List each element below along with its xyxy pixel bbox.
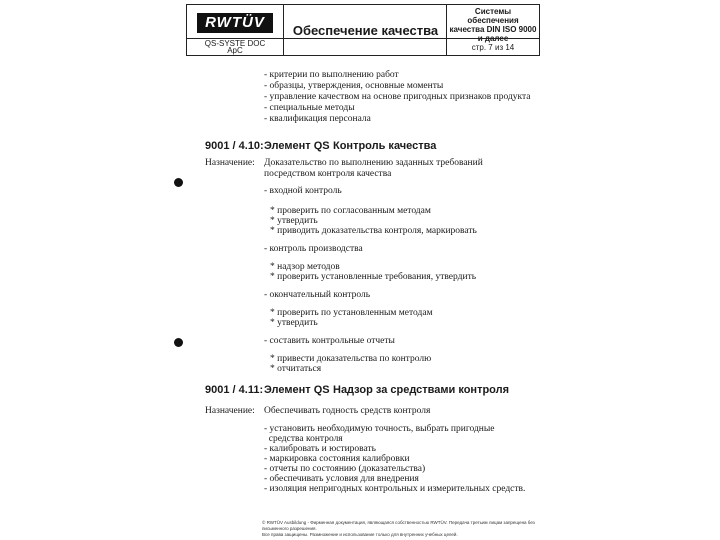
standard-text: Системы обеспечения качества DIN ISO 9000 и далее xyxy=(449,7,537,43)
group-heading: - входной контроль xyxy=(264,186,342,196)
punch-hole xyxy=(174,178,183,187)
footer-line: Все права защищены. Размножение и использование только для внутренних учебных целей. xyxy=(262,532,458,537)
group-heading: - контроль производства xyxy=(264,244,363,254)
list-item: - образцы, утверждения, основные моменты xyxy=(264,81,444,91)
group-item: * утвердить xyxy=(270,216,318,226)
list-item: - калибровать и юстировать xyxy=(264,444,376,454)
list-item: - изоляция непригодных контрольных и измерительных средств. xyxy=(264,484,526,494)
list-item: - отчеты по состоянию (доказательства) xyxy=(264,464,426,474)
purpose-text: посредством контроля качества xyxy=(264,169,392,179)
group-item: * отчитаться xyxy=(270,364,322,374)
purpose-text: Доказательство по выполнению заданных требований xyxy=(264,158,483,168)
list-item: - обеспечивать условия для внедрения xyxy=(264,474,419,484)
document-title: Обеспечение качества xyxy=(292,22,439,38)
purpose-text: Обеспечивать годность средств контроля xyxy=(264,406,431,416)
group-item: * проверить по установленным методам xyxy=(270,308,433,318)
purpose-label: Назначение: xyxy=(205,158,255,168)
footer-line: © RWTÜV Ausbildung - Фирменная документация, являющаяся собственностью RWTÜV. Передача третьим лицам запрещена без письменного разрешения. xyxy=(262,520,535,531)
section-element: Элемент QS xyxy=(264,384,330,396)
group-item: * привести доказательства по контролю xyxy=(270,354,432,364)
group-item: * надзор методов xyxy=(270,262,340,272)
system-label xyxy=(191,40,279,54)
document-footer xyxy=(262,520,542,538)
list-item: средства контроля xyxy=(264,434,343,444)
standard-cell xyxy=(446,5,539,55)
document-header xyxy=(186,4,540,56)
list-item: - квалификация персонала xyxy=(264,114,371,124)
group-item: * утвердить xyxy=(270,318,318,328)
group-item: * проверить установленные требования, утвердить xyxy=(270,272,477,282)
section-title: Контроль качества xyxy=(333,140,437,152)
purpose-label: Назначение: xyxy=(205,406,255,416)
group-heading: - составить контрольные отчеты xyxy=(264,336,395,346)
list-item: - критерии по выполнению работ xyxy=(264,70,399,80)
section-number: 9001 / 4.11: xyxy=(205,384,264,396)
section-number: 9001 / 4.10: xyxy=(205,140,264,152)
section-element: Элемент QS xyxy=(264,140,330,152)
punch-hole xyxy=(174,338,183,347)
logo-cell xyxy=(187,5,284,55)
group-item: * приводить доказательства контроля, маркировать xyxy=(270,226,477,236)
group-item: * проверить по согласованным методам xyxy=(270,206,431,216)
group-heading: - окончательный контроль xyxy=(264,290,371,300)
header-divider xyxy=(187,38,539,39)
system-label-text: QS-SYSTE DOC xyxy=(204,39,266,48)
list-item: - управление качеством на основе пригодных признаков продукта xyxy=(264,92,531,102)
system-sub-text: ApC xyxy=(227,46,243,55)
section-title: Надзор за средствами контроля xyxy=(333,384,510,396)
rwtuv-logo: RWTÜV xyxy=(197,13,273,33)
list-item: - маркировка состояния калибровки xyxy=(264,454,410,464)
list-item: - установить необходимую точность, выбрать пригодные xyxy=(264,424,495,434)
page-number: стр. 7 из 14 xyxy=(471,43,515,52)
list-item: - специальные методы xyxy=(264,103,355,113)
